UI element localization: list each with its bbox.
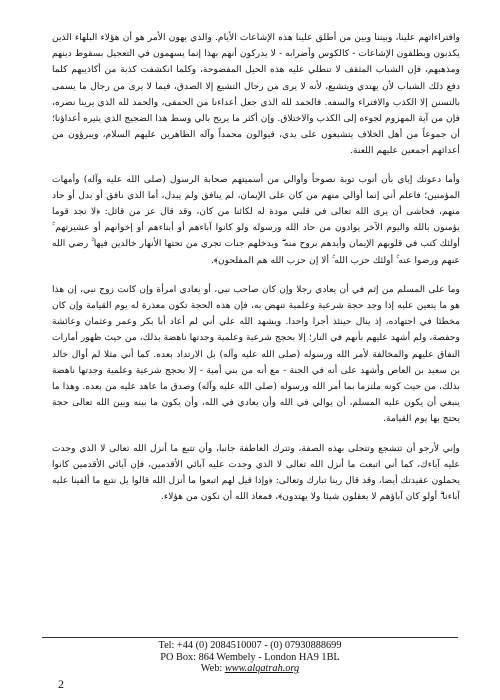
paragraph-repentance: وأما دعوتك إياي بأن أتوب توبة نصوحاً وأوالي من أسميتهم صحابة الرسول (صلى الله عليه وآله) وأمهات المؤمنين؛ فاعلم أني إنما أوالي منهم من كان على الإيمان، لم ينافق ولم يبدل، أما الذي نافق أو بدل أو حاد منهم، فحاشى أن يرى الله تعالى في قلبي مودة له لكائنا من كان، وقد قال عز من قائل: ﴿لا تجد قوما يؤمنون بالله واليوم الآخر يوادون من حاد الله ورسوله ولو كانوا آباءهم أو أبناءهم أو إخوانهم أو عشيرتهم ۚ أولئك كتب في قلوبهم الإيمان وأيدهم بروح منه ۖ ويدخلهم جنات تجري من تحتها الأنهار خالدين فيها ۚ رضي الله عنهم ورضوا عنه ۚ أولئك حزب الله ۚ ألا إن حزب الله هم المفلحون﴾.: [52, 173, 460, 266]
footer-web: [0, 663, 500, 675]
footer-contact: Tel: +44 (0) 2084510007 - (0) 07930888699: [158, 640, 342, 651]
paragraph-rumors: وافتراءاتهم علينا، وبيننا وبين من أطلق علينا هذه الإشاعات الأيام. والذي يهون الأمر هو أن هؤلاء البلهاء الذين يكذبون ويطلقون الإشاعات - كالكوس وأضرابه - لا يدركون أنهم بهذا إنما يسهمون في التعجيل بسقوط دينهم ومذهبهم، فإن الشباب المثقف لا تنطلي عليه هذه الحيل المفضوحة، وكلما انكشفت كذبة من أكاذيبهم كلما دفع ذلك الشباب لأن يهتدي ويتشيع، لأنه لا يرى من رجال التشيع إلا الصدق، فيما لا يرى من رجال ما يسمى بالتسنن إلا الكذب والافتراء والسفه. فالحمد لله الذي جعل أعداءنا من الحمقى، والحمد لله الذي يرينا نصره، فإن من آية المهزوم لجوءه إلى الكذب والاختلاق. وإن أكثر ما يريح بالي وسط هذا الضجيج الذي يثيره أعداؤنا؛ أن جموعاً من أهل الخلاف يتشيعون على يدي، فيوالون محمداً وآله الطاهرين عليهم السلام، ويبرؤون من أعدائهم أجمعين عليهم اللعنة.: [52, 32, 460, 157]
paragraph-conclusion: وإني لأرجو أن تتشجع وتتحلى بهذه الصفة، وتترك العاطفة جانبا، وأن تتبع ما أنزل الله تعالى لا الذي وجدت عليه آباءك، كما أني اتبعت ما أنزل الله تعالى لا الذي وجدت عليه آبائي الأقدمين، فإن آبائي الأقدمين كانوا يحملون عقيدتك أيضا، وقد قال ربنا تبارك وتعالى: ﴿وإذا قيل لهم اتبعوا ما أنزل الله قالوا بل نتبع ما ألفينا عليه آباءنا ۗ أولو كان آباؤهم لا يعقلون شيئا ولا يهتدون﴾، فمعاذ الله أن نكون من هؤلاء.: [52, 442, 460, 503]
page-number: 2: [58, 677, 64, 691]
footer-address: PO Box: 864 Wembely - London HA9 1BL: [160, 651, 340, 663]
footer-web-link[interactable]: www.alqatrah.org: [224, 663, 300, 674]
paragraph-loyalty: وما على المسلم من إثم في أن يعادي رجلا وإن كان صاحب نبي، أو يعادي امرأة وإن كانت زوج نبي، إن هذا هو ما يتعين عليه إذا وجد حجة شرعية وعلمية تنهض به، فإن هذه الحجة تكون معذرة له يوم القيامة وإن كان مخطئا في اجتهاده، إذ ينال حينئذ أجرا واحدا. ويشهد الله علي أني لم أعاد أبا بكر وعمر وعثمان وعائشة وحفصة، ولم أشهد عليهم بأنهم في النار؛ إلا بحجج شرعية وعلمية وجدتها ناهضة بذلك، من حيث ظهور أمارات النفاق عليهم والمخالفة لأمر الله ورسوله (صلى الله عليه وآله) بل الارتداد بعده. كما أني مثلا لم أوال خالد بن سعيد بن العاص وأشهد على أنه في الجنة - مع أنه من بني أمية - إلا بحجج شرعية وعلمية وجدتها ناهضة بذلك، من حيث كونه ملتزما بما أمر الله ورسوله (صلى الله عليه وآله) وصدق ما عاهد عليه من بعده. وهذا ما ينبغي أن يكون عليه المسلم، أن يوالي في الله وأن يعادي في الله، وأن يكون ما بينه وبين الله تعالى حجة يحتج بها يوم القيامة.: [52, 283, 460, 425]
footer: [0, 640, 500, 675]
footer-web-label: Web:: [200, 663, 225, 674]
footer-divider: [42, 637, 458, 638]
document-body: [52, 30, 460, 518]
